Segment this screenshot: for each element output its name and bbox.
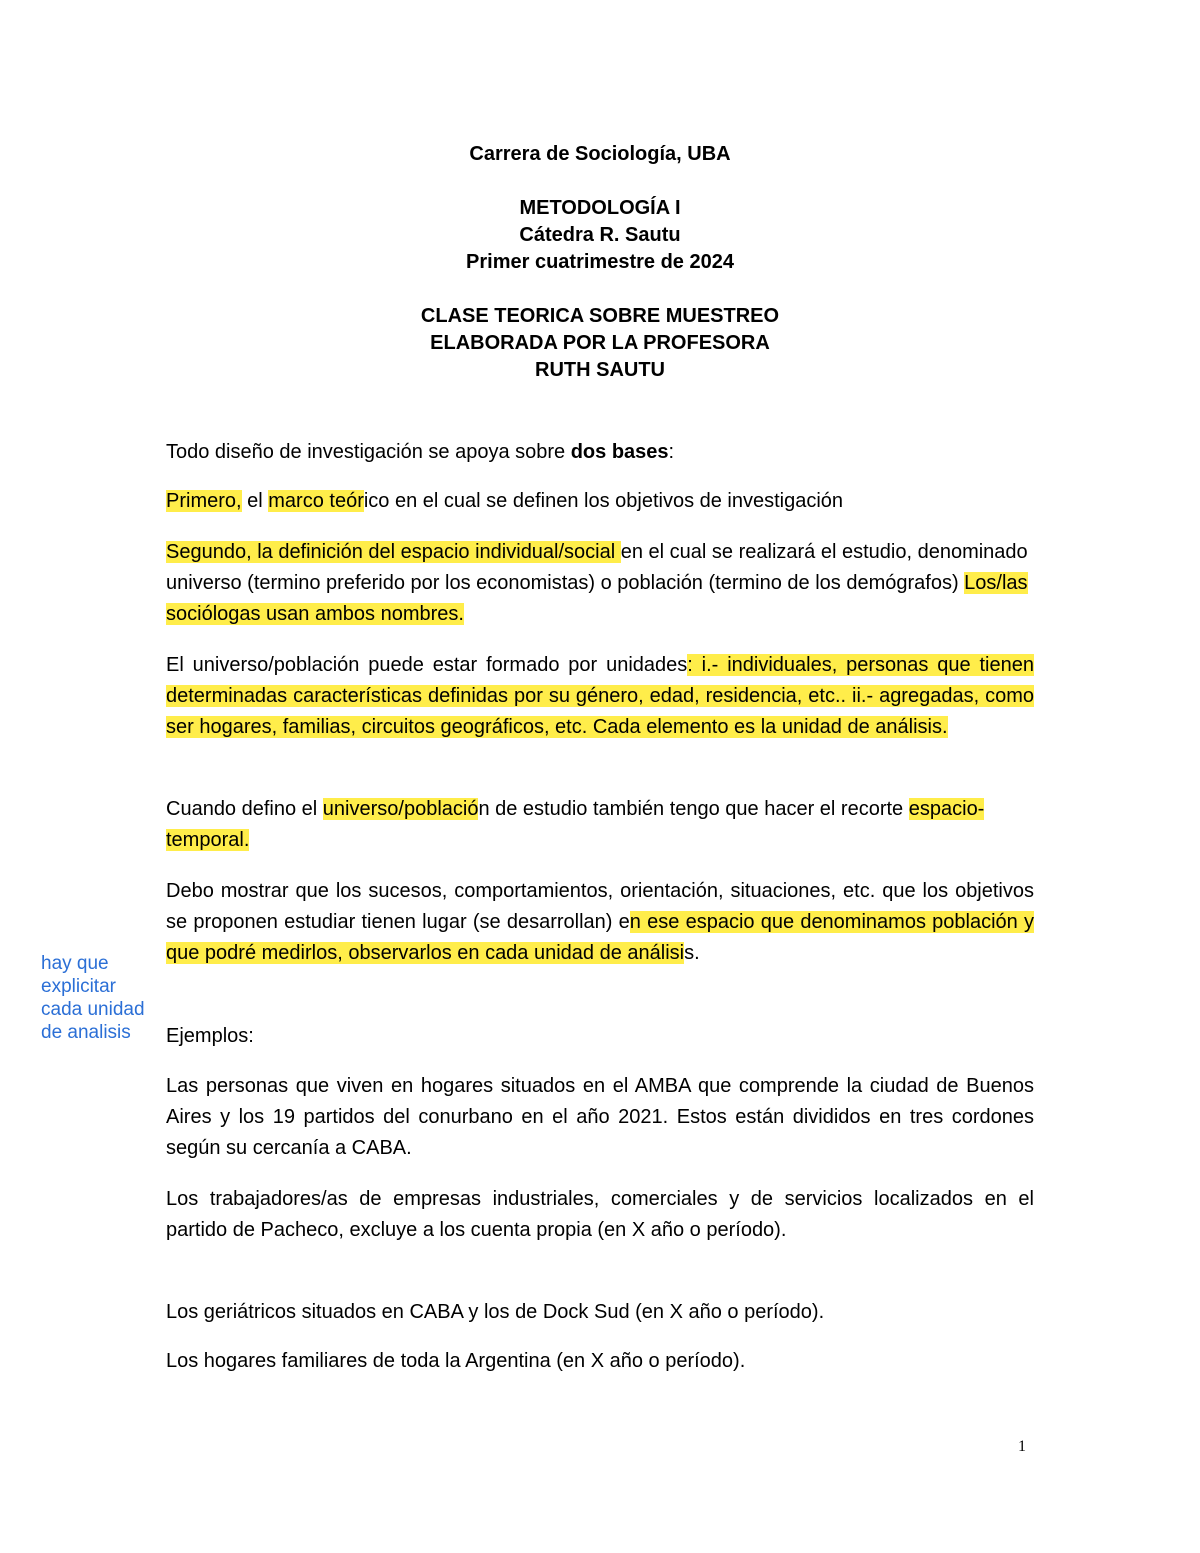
paragraph-examples-heading: Ejemplos: (166, 1025, 254, 1047)
highlight: universo/població (322, 798, 479, 820)
paragraph-example-2: Los trabajadores/as de empresas industriales, comerciales y de servicios localizados en el partido de Pacheco, excluye a los cuenta propia (en X año o período). (166, 1188, 1034, 1241)
highlight: Segundo, la definición del espacio individual/social (166, 541, 621, 563)
paragraph-show: Debo mostrar que los sucesos, comportamientos, orientación, situaciones, etc. que los objetivos se proponen estudiar tienen lugar (se desarrollan) en ese espacio que denominamos población y que podré medirlos, observarlos en cada unidad de análisis. (166, 880, 1034, 964)
highlight: n ese espacio que denominamos población y que podré medirlos, observarlos en cada unidad de análisi (166, 911, 1034, 964)
margin-comment: hay que explicitar cada unidad de analisis (41, 953, 145, 1043)
paragraph-intro: Todo diseño de investigación se apoya sobre dos bases: (166, 441, 675, 463)
paragraph-universe: El universo/población puede estar formado por unidades: i.- individuales, personas que tienen determinadas características definidas por su género, edad, residencia, etc.. ii.- agregadas, como ser hogares, familias, circuitos geográficos, etc. Cada elemento es la unidad de análisis. (166, 654, 1034, 738)
header-chair: Cátedra R. Sautu (519, 224, 681, 246)
page-number: 1 (1018, 1438, 1026, 1455)
highlight: Primero, (166, 490, 242, 512)
paragraph-example-4: Los hogares familiares de toda la Argentina (en X año o período). (166, 1350, 746, 1372)
header-author: RUTH SAUTU (535, 359, 665, 381)
header-course: METODOLOGÍA I (519, 197, 681, 219)
highlight: Los/las sociólogas usan ambos nombres. (166, 572, 1028, 625)
paragraph-example-3: Los geriátricos situados en CABA y los de Dock Sud (en X año o período). (166, 1301, 825, 1323)
header-title-1: CLASE TEORICA SOBRE MUESTREO (420, 305, 780, 327)
highlight: : i.- individuales, personas que tienen determinadas características definidas por su género, edad, residencia, etc.. ii.- agregadas, como ser hogares, familias, circuitos geográficos, etc. Cada elemento es la unidad de análisis. (166, 654, 1034, 738)
header-title-2: ELABORADA POR LA PROFESORA (430, 332, 770, 354)
highlight: espacio- temporal. (166, 798, 985, 851)
highlight: marco teór (268, 490, 364, 512)
paragraph-second: Segundo, la definición del espacio individual/social en el cual se realizará el estudio, denominado universo (termino preferido por los economistas) o población (termino de los demógrafos) Los/las sociólogas usan ambos nombres. (166, 541, 1028, 625)
paragraph-first: Primero, el marco teórico en el cual se definen los objetivos de investigación (166, 490, 844, 512)
header-term: Primer cuatrimestre de 2024 (466, 251, 734, 273)
paragraph-definition: Cuando defino el universo/población de estudio también tengo que hacer el recorte espacio- temporal. (166, 798, 985, 851)
paragraph-example-1: Las personas que viven en hogares situados en el AMBA que comprende la ciudad de Buenos Aires y los 19 partidos del conurbano en el año 2021. Estos están divididos en tres cordones según su cercanía a CABA. (166, 1075, 1034, 1159)
header-university: Carrera de Sociología, UBA (469, 143, 731, 165)
